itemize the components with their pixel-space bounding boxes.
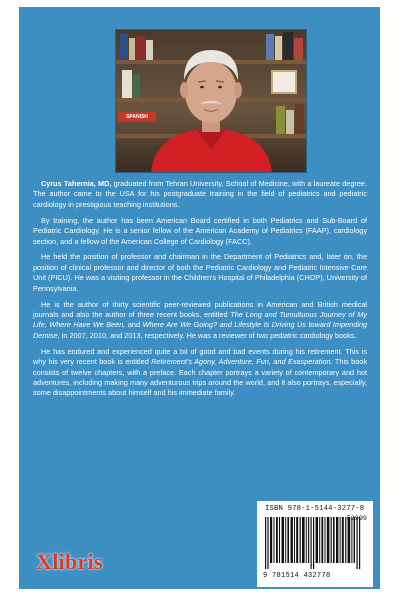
bio-paragraph bbox=[33, 179, 367, 210]
isbn-text: ISBN 978-1-5144-3277-8 bbox=[265, 505, 365, 513]
book-title: The Long and Tumultuous Journey of My Life, Where Have We Been, bbox=[33, 309, 367, 330]
bio-text: He has endured and experienced quite a bit of good and bad events during his retirement. This is why his very recent book is entitled bbox=[33, 346, 367, 367]
bio-text: in 2007, 2010, and 2013, respectively. He was a reviewer of two pediatric cardiology books. bbox=[59, 330, 357, 340]
author-bio bbox=[33, 179, 367, 404]
bio-paragraph bbox=[33, 300, 367, 342]
price-code: 52999 bbox=[346, 515, 367, 523]
bio-text: He is the author of thirty scientific peer-reviewed publications in American and British medical journals and also the author of three recent books, entitled bbox=[33, 299, 367, 319]
barcode bbox=[265, 517, 365, 569]
publisher-logo: Xlibris bbox=[36, 549, 103, 574]
book-spine-label: SPANISH bbox=[118, 112, 156, 122]
author-name: Cyrus Tahernia, MD, bbox=[41, 179, 112, 188]
back-cover bbox=[19, 7, 380, 589]
book-title: Retirement's Agony, Adventure, Fun, and Exasperation. bbox=[151, 357, 333, 367]
bio-paragraph bbox=[33, 347, 367, 399]
bio-text: and bbox=[125, 320, 143, 330]
author-portrait bbox=[116, 30, 306, 172]
barcode-panel bbox=[257, 501, 373, 587]
barcode-digits: 9 781514 432778 bbox=[263, 572, 331, 580]
bio-paragraph: By training, the author has been American Board certified in both Pediatrics and Sub-Board of Pediatric Cardiology. He is a senior fellow of the American Academy of Pediatrics (FAAP), cardiology section, and a fellow of the American College of Cardiology (FACC). bbox=[33, 215, 367, 246]
bio-text: graduated from Tehran University, School of Medicine, with a laureate degree. The author came to the USA for his postgraduate training in the field of pediatrics and pediatric cardiology in prestigious teaching institutions. bbox=[33, 179, 367, 209]
author-photo bbox=[115, 29, 307, 173]
bio-text: This book consists of twelve chapters, with a preface. Each chapter portrays a variety of contemporary and hot adventures, including making many adventurous trips around the world, and it also portrays, especially, some disappointments about himself and his immediate family. bbox=[33, 357, 367, 398]
bio-paragraph: He held the position of professor and chairman in the Department of Pediatrics and, later on, the position of clinical professor and director of both the Pediatric Cardiology and Pediatric Intensive Care Unit (PICU). He was a visiting professor in the Children's Hospital of Philadelphia (CHOP), University of Pennsylvania. bbox=[33, 252, 367, 293]
book-title: Where Are We Going? and Lifestyle Is Driving Us toward Impending Demise, bbox=[33, 320, 367, 340]
